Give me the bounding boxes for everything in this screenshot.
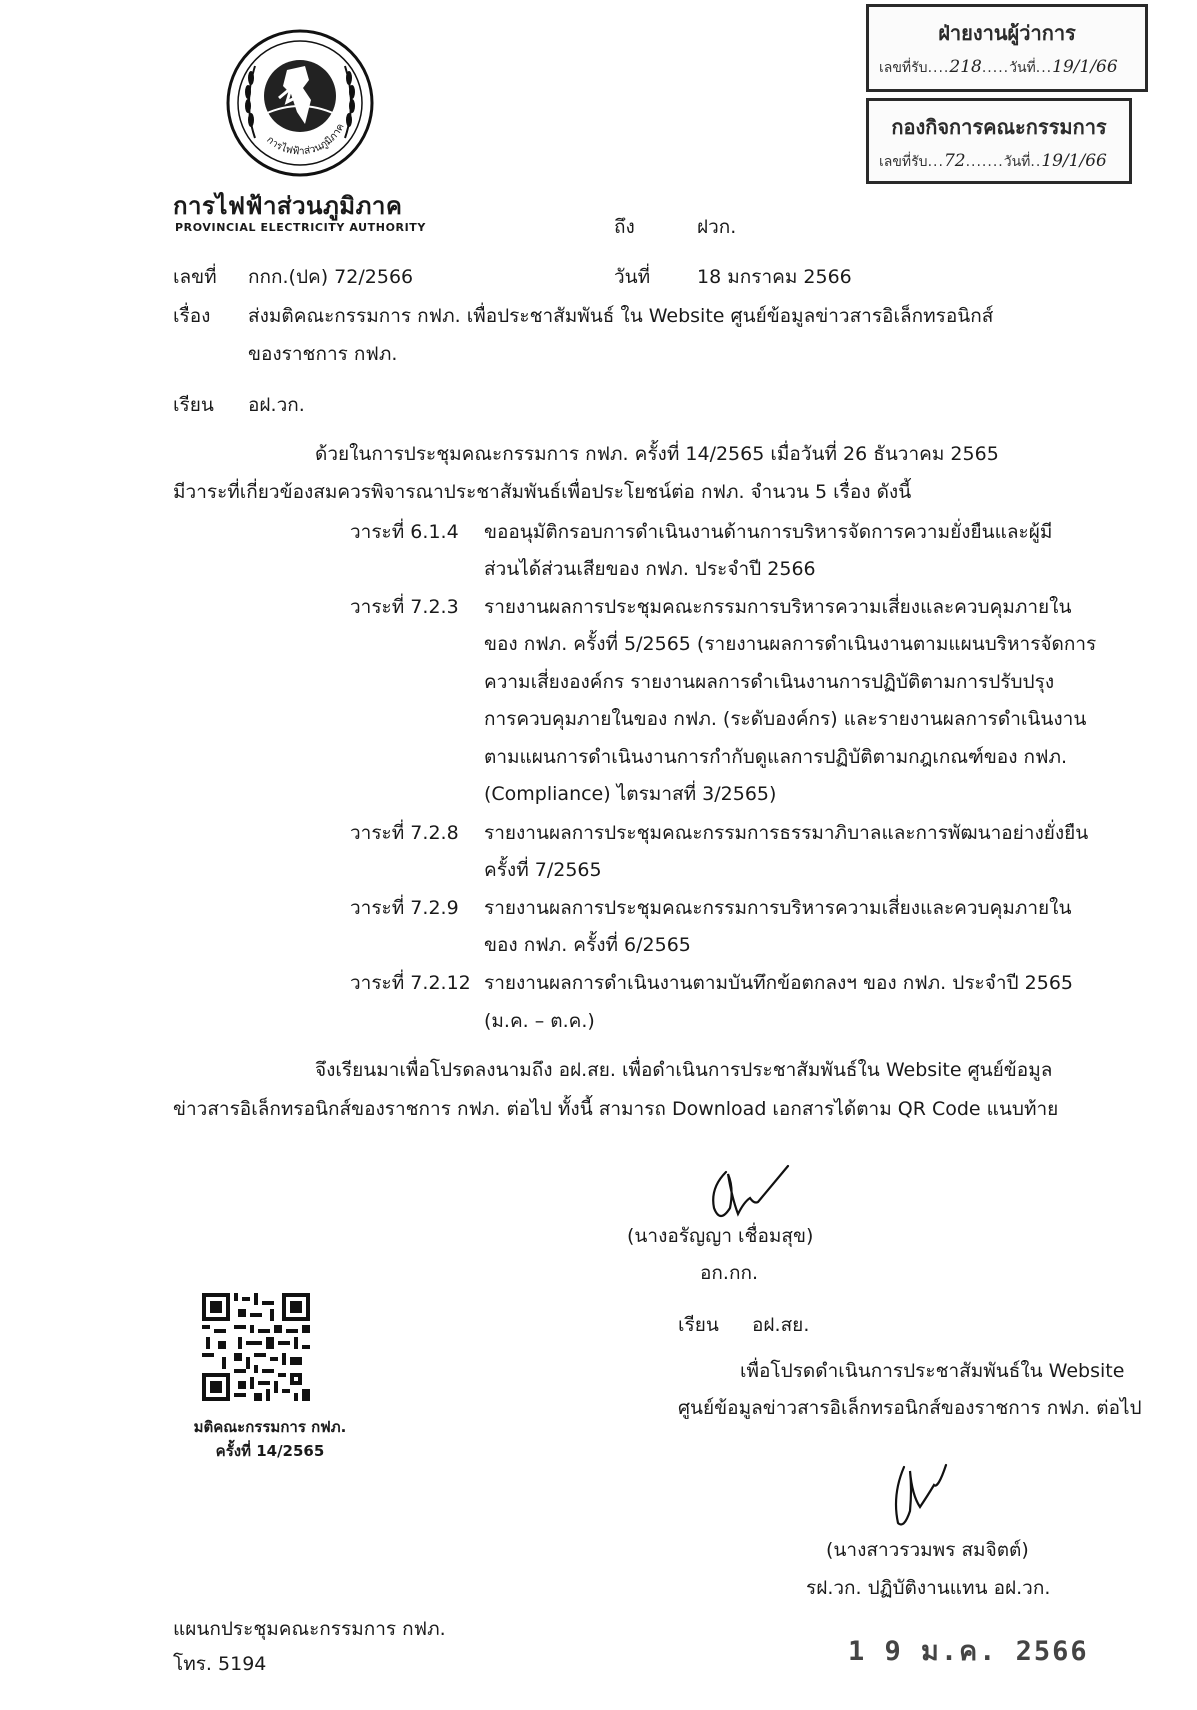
stamp-title: กองกิจการคณะกรรมการ: [891, 115, 1107, 139]
closing-line-1: จึงเรียนมาเพื่อโปรดลงนามถึง อฝ.สย. เพื่อดำเนินการประชาสัมพันธ์ใน Website ศูนย์ข้อมูล: [315, 1059, 1053, 1081]
stamp-receipt-line: เลขที่รับ...72.......วันที่..19/1/66: [879, 151, 1107, 171]
received-date-stamp: 1 9 ม.ค. 2566: [848, 1636, 1089, 1667]
agenda-text-line: ขออนุมัติกรอบการดำเนินงานด้านการบริหารจัดการความยั่งยืนและผู้มี: [484, 521, 1053, 543]
signer-2-position: รฝ.วก. ปฏิบัติงานแทน อฝ.วก.: [806, 1577, 1051, 1599]
signer-1-name: (นางอรัญญา เชื่อมสุข): [627, 1225, 814, 1247]
board-affairs-receipt-stamp: [866, 98, 1132, 184]
agenda-label: วาระที่ 7.2.3: [350, 596, 459, 618]
agenda-text-line: รายงานผลการประชุมคณะกรรมการบริหารความเสี่ยงและควบคุมภายใน: [484, 596, 1072, 618]
receipt-no-label: เลขที่รับ: [879, 154, 928, 170]
agenda-label: วาระที่ 6.1.4: [350, 521, 459, 543]
receipt-no-value: 218: [949, 57, 982, 77]
agenda-text-line: ครั้งที่ 7/2565: [484, 859, 602, 881]
agenda-text-line: (Compliance) ไตรมาสที่ 3/2565): [484, 783, 777, 805]
forward-line-1: เพื่อโปรดดำเนินการประชาสัมพันธ์ใน Website: [740, 1360, 1125, 1382]
forward-dear-label: เรียน: [678, 1314, 719, 1336]
receipt-date-value: 19/1/66: [1041, 151, 1107, 171]
agenda-text-line: ส่วนได้ส่วนเสียของ กฟภ. ประจำปี 2566: [484, 558, 816, 580]
stamp-title: ฝ่ายงานผู้ว่าการ: [938, 21, 1076, 45]
doc-date-value: 18 มกราคม 2566: [697, 266, 852, 288]
forward-dear-value: อฝ.สย.: [752, 1314, 810, 1336]
signature-2: [888, 1455, 968, 1535]
agenda-label: วาระที่ 7.2.8: [350, 822, 459, 844]
governor-office-receipt-stamp: [866, 4, 1148, 92]
intro-line-1: ด้วยในการประชุมคณะกรรมการ กฟภ. ครั้งที่ 14/2565 เมื่อวันที่ 26 ธันวาคม 2565: [315, 443, 999, 465]
subject-label: เรื่อง: [173, 305, 211, 327]
intro-line-2: มีวาระที่เกี่ยวข้องสมควรพิจารณาประชาสัมพันธ์เพื่อประโยชน์ต่อ กฟภ. จำนวน 5 เรื่อง ดังนี้: [173, 481, 912, 503]
qr-caption-line-2: ครั้งที่ 14/2565: [215, 1442, 325, 1460]
qr-code: [202, 1293, 310, 1401]
stamp-receipt-line: เลขที่รับ....218.....วันที่...19/1/66: [879, 57, 1118, 77]
footer-department: แผนกประชุมคณะกรรมการ กฟภ.: [173, 1618, 446, 1640]
agenda-text-line: รายงานผลการประชุมคณะกรรมการธรรมาภิบาลและการพัฒนาอย่างยั่งยืน: [484, 822, 1089, 844]
receipt-date-label: วันที่: [1003, 154, 1031, 170]
closing-line-2: ข่าวสารอิเล็กทรอนิกส์ของราชการ กฟภ. ต่อไป ทั้งนี้ สามารถ Download เอกสารได้ตาม QR Code แนบท้าย: [173, 1098, 1059, 1120]
agenda-label: วาระที่ 7.2.12: [350, 972, 471, 994]
signer-1-position: อก.กก.: [700, 1262, 759, 1284]
signer-2-name: (นางสาวรวมพร สมจิตต์): [826, 1539, 1029, 1561]
signature-1: [700, 1158, 800, 1228]
dear-label: เรียน: [173, 394, 214, 416]
subject-line-2: ของราชการ กฟภ.: [248, 343, 398, 365]
subject-line-1: ส่งมติคณะกรรมการ กฟภ. เพื่อประชาสัมพันธ์ ใน Website ศูนย์ข้อมูลข่าวสารอิเล็กทรอนิกส์: [248, 305, 994, 327]
receipt-no-label: เลขที่รับ: [879, 60, 928, 76]
footer-telephone: โทร. 5194: [173, 1653, 267, 1675]
agenda-text-line: รายงานผลการประชุมคณะกรรมการบริหารความเสี่ยงและควบคุมภายใน: [484, 897, 1072, 919]
to-label: ถึง: [614, 216, 635, 238]
doc-no-label: เลขที่: [173, 266, 217, 288]
org-name-thai: การไฟฟ้าส่วนภูมิภาค: [173, 192, 403, 220]
agenda-text-line: ความเสี่ยงองค์กร รายงานผลการดำเนินงานการปฏิบัติตามการปรับปรุง: [484, 671, 1055, 693]
receipt-no-value: 72: [943, 151, 966, 171]
agenda-text-line: ของ กฟภ. ครั้งที่ 6/2565: [484, 934, 691, 956]
qr-caption: [140, 1415, 400, 1463]
agenda-text-line: รายงานผลการดำเนินงานตามบันทึกข้อตกลงฯ ของ กฟภ. ประจำปี 2565: [484, 972, 1073, 994]
agenda-label: วาระที่ 7.2.9: [350, 897, 459, 919]
pea-seal-logo: [225, 28, 375, 178]
agenda-text-line: การควบคุมภายในของ กฟภ. (ระดับองค์กร) และรายงานผลการดำเนินงาน: [484, 708, 1087, 730]
forward-line-2: ศูนย์ข้อมูลข่าวสารอิเล็กทรอนิกส์ของราชการ กฟภ. ต่อไป: [678, 1397, 1142, 1419]
agenda-text-line: ตามแผนการดำเนินงานการกำกับดูแลการปฏิบัติตามกฎเกณฑ์ของ กฟภ.: [484, 746, 1068, 768]
agenda-text-line: (ม.ค. – ต.ค.): [484, 1010, 595, 1032]
seal-arc-text: การไฟฟ้าส่วนภูมิภาค: [264, 122, 347, 158]
doc-date-label: วันที่: [614, 266, 651, 288]
receipt-date-label: วันที่: [1009, 60, 1036, 76]
agenda-text-line: ของ กฟภ. ครั้งที่ 5/2565 (รายงานผลการดำเนินงานตามแผนบริหารจัดการ: [484, 633, 1097, 655]
qr-caption-line-1: มติคณะกรรมการ กฟภ.: [193, 1418, 347, 1436]
dear-value: อฝ.วก.: [248, 394, 305, 416]
doc-no-value: กกก.(ปค) 72/2566: [248, 266, 414, 288]
org-name-english: PROVINCIAL ELECTRICITY AUTHORITY: [175, 221, 426, 234]
to-value: ฝวก.: [697, 216, 737, 238]
receipt-date-value: 19/1/66: [1052, 57, 1118, 77]
